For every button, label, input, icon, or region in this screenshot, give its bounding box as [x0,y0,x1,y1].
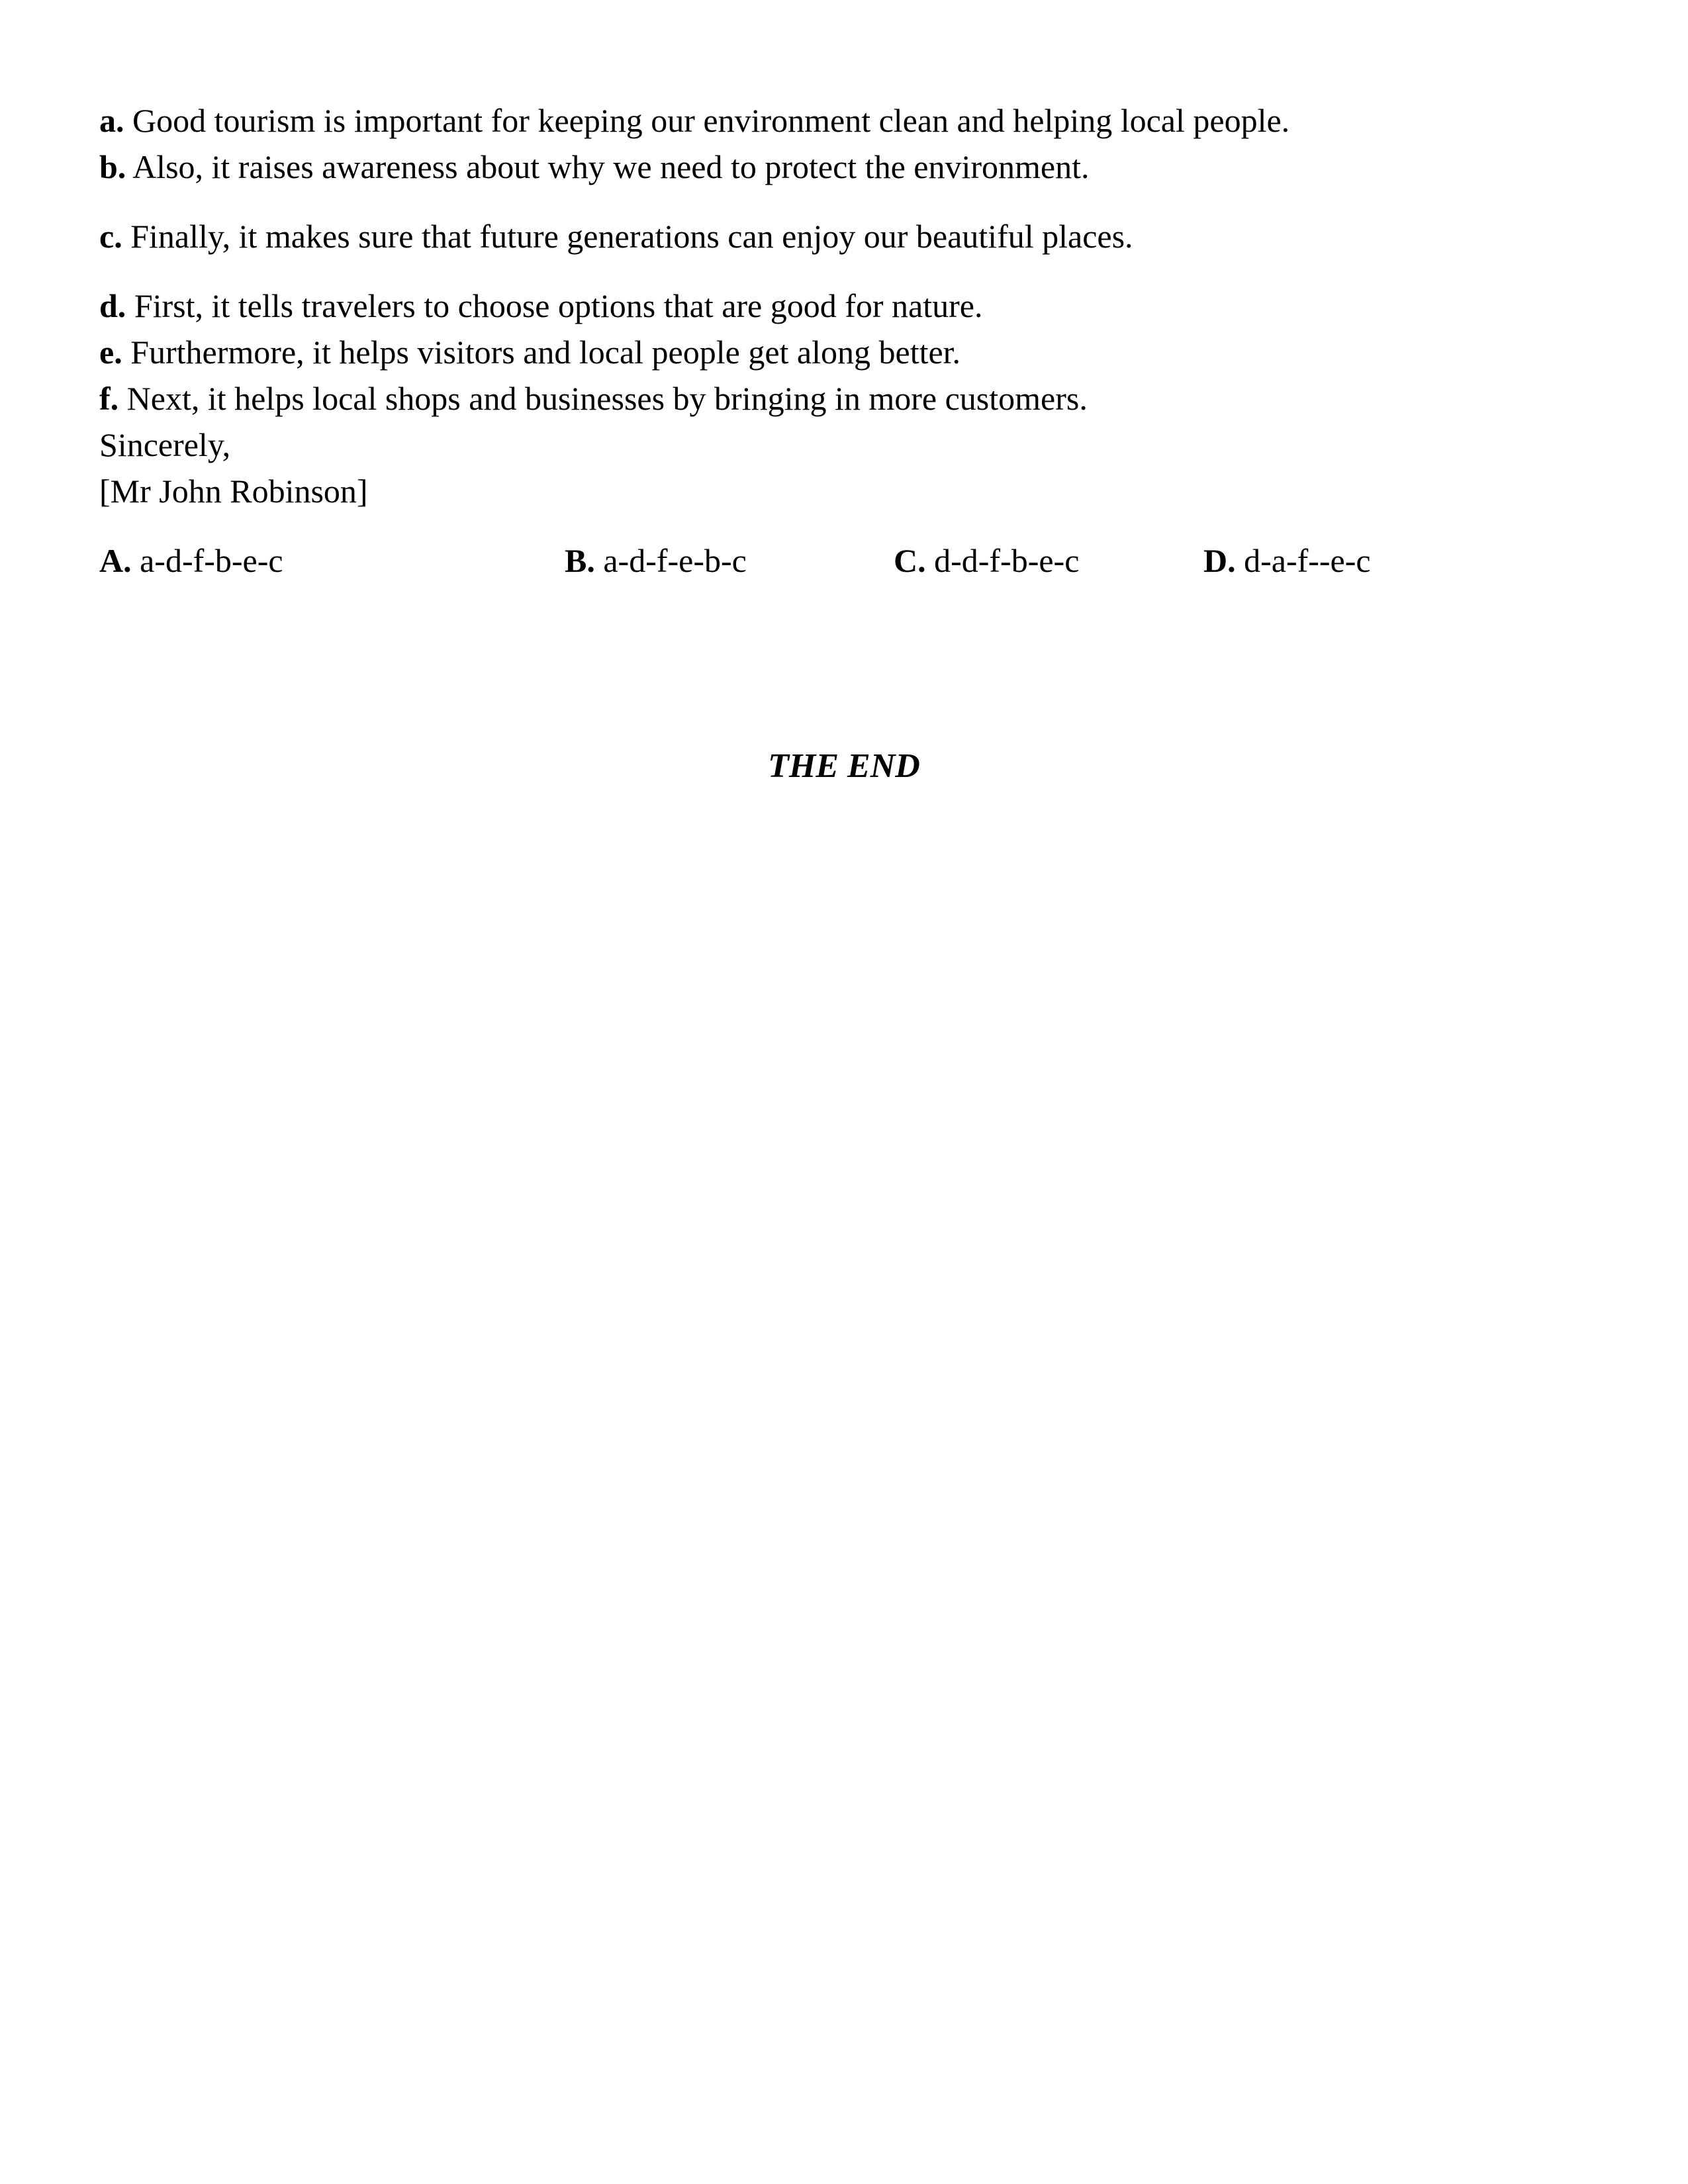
sentence-label: c. [99,218,122,255]
sentence-c [99,216,1133,256]
sentence-text: First, it tells travelers to choose options that are good for nature. [134,287,983,324]
sentence-label: f. [99,380,119,417]
sentence-label: e. [99,334,122,371]
signature-line: [Mr John Robinson] [99,473,368,510]
sentence-label: a. [99,102,124,139]
option-text: a-d-f-e-b-c [603,542,747,579]
sentence-a [99,101,1289,140]
sentence-text: Finally, it makes sure that future generations can enjoy our beautiful places. [130,218,1133,255]
option-text: d-a-f--e-c [1244,542,1371,579]
option-text: a-d-f-b-e-c [140,542,283,579]
closing-line: Sincerely, [99,426,231,463]
option-label: B. [565,542,595,579]
option-c[interactable] [894,541,1079,580]
sentence-d [99,286,982,326]
option-label: C. [894,542,926,579]
option-b[interactable] [565,541,747,580]
sentence-b [99,147,1089,187]
sentence-text: Next, it helps local shops and businesses by bringing in more customers. [126,380,1088,417]
sentence-label: b. [99,148,126,185]
option-d[interactable] [1203,541,1371,580]
option-label: A. [99,542,132,579]
option-text: d-d-f-b-e-c [934,542,1080,579]
end-heading: THE END [768,747,920,785]
sentence-e [99,332,961,372]
sentence-label: d. [99,287,126,324]
sentence-text: Good tourism is important for keeping our environment clean and helping local people. [132,102,1290,139]
option-label: D. [1203,542,1236,579]
sentence-text: Also, it raises awareness about why we need to protect the environment. [132,148,1090,185]
sentence-f [99,379,1088,418]
option-a[interactable] [99,541,283,580]
sentence-text: Furthermore, it helps visitors and local people get along better. [130,334,961,371]
